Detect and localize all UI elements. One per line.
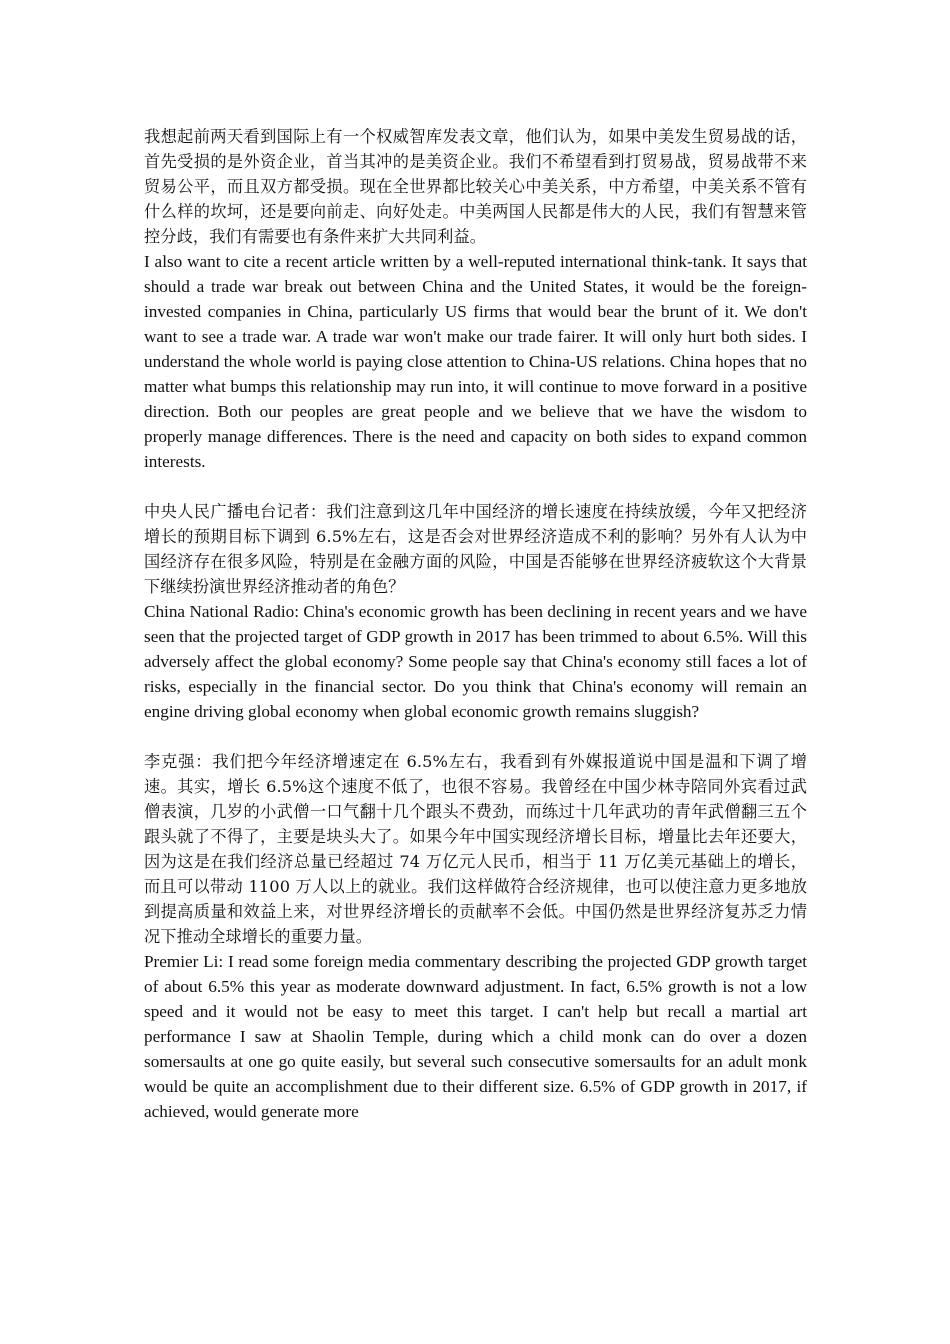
section-cnr-question — [144, 499, 807, 724]
section-trade-war — [144, 124, 807, 474]
english-paragraph: Premier Li: I read some foreign media commentary describing the projected GDP growth target of about 6.5% this year as moderate downward adjustment. In fact, 6.5% growth is not a low speed and it would not be easy to meet this target. I can't help but recall a martial art performance I saw at Shaolin Temple, during which a child monk can do over a dozen somersaults at one go quite easily, but several such consecutive somersaults for an adult monk would be quite an accomplishment due to their different size. 6.5% of GDP growth in 2017, if achieved, would generate more — [144, 952, 807, 1121]
english-paragraph: I also want to cite a recent article written by a well-reputed international think-tank. It says that should a trade war break out between China and the United States, it would be the foreign-invested companies in China, particularly US firms that would bear the brunt of it. We don't want to see a trade war. A trade war won't make our trade fairer. It will only hurt both sides. I understand the whole world is paying close attention to China-US relations. China hopes that no matter what bumps this relationship may run into, it will continue to move forward in a positive direction. Both our peoples are great people and we believe that we have the wisdom to properly manage differences. There is the need and capacity on both sides to expand common interests. — [144, 252, 807, 471]
chinese-paragraph: 中央人民广播电台记者：我们注意到这几年中国经济的增长速度在持续放缓，今年又把经济增长的预期目标下调到 6.5%左右，这是否会对世界经济造成不利的影响？另外有人认为中国经济存在很多风险，特别是在金融方面的风险，中国是否能够在世界经济疲软这个大背景下继续扮演世界经济推动者的角色？ — [144, 502, 807, 596]
english-paragraph: China National Radio: China's economic growth has been declining in recent years and we have seen that the projected target of GDP growth in 2017 has been trimmed to about 6.5%. Will this adversely affect the global economy? Some people say that China's economy still faces a lot of risks, especially in the financial sector. Do you think that China's economy will remain an engine driving global economy when global economic growth remains sluggish? — [144, 602, 807, 721]
chinese-paragraph: 我想起前两天看到国际上有一个权威智库发表文章，他们认为，如果中美发生贸易战的话，首先受损的是外资企业，首当其冲的是美资企业。我们不希望看到打贸易战，贸易战带不来贸易公平，而且双方都受损。现在全世界都比较关心中美关系，中方希望，中美关系不管有什么样的坎坷，还是要向前走、向好处走。中美两国人民都是伟大的人民，我们有智慧来管控分歧，我们有需要也有条件来扩大共同利益。 — [144, 127, 807, 246]
paragraph-spacer — [144, 474, 807, 499]
document-page — [144, 124, 807, 1124]
section-premier-answer — [144, 749, 807, 1124]
paragraph-spacer — [144, 724, 807, 749]
chinese-paragraph: 李克强：我们把今年经济增速定在 6.5%左右，我看到有外媒报道说中国是温和下调了增速。其实，增长 6.5%这个速度不低了，也很不容易。我曾经在中国少林寺陪同外宾看过武僧表演，几岁的小武僧一口气翻十几个跟头不费劲，而练过十几年武功的青年武僧翻三五个跟头就了不得了，主要是块头大了。如果今年中国实现经济增长目标，增量比去年还要大，因为这是在我们经济总量已经超过 74 万亿元人民币，相当于 11 万亿美元基础上的增长，而且可以带动 1100 万人以上的就业。我们这样做符合经济规律，也可以使注意力更多地放到提高质量和效益上来，对世界经济增长的贡献率不会低。中国仍然是世界经济复苏乏力情况下推动全球增长的重要力量。 — [144, 752, 807, 946]
